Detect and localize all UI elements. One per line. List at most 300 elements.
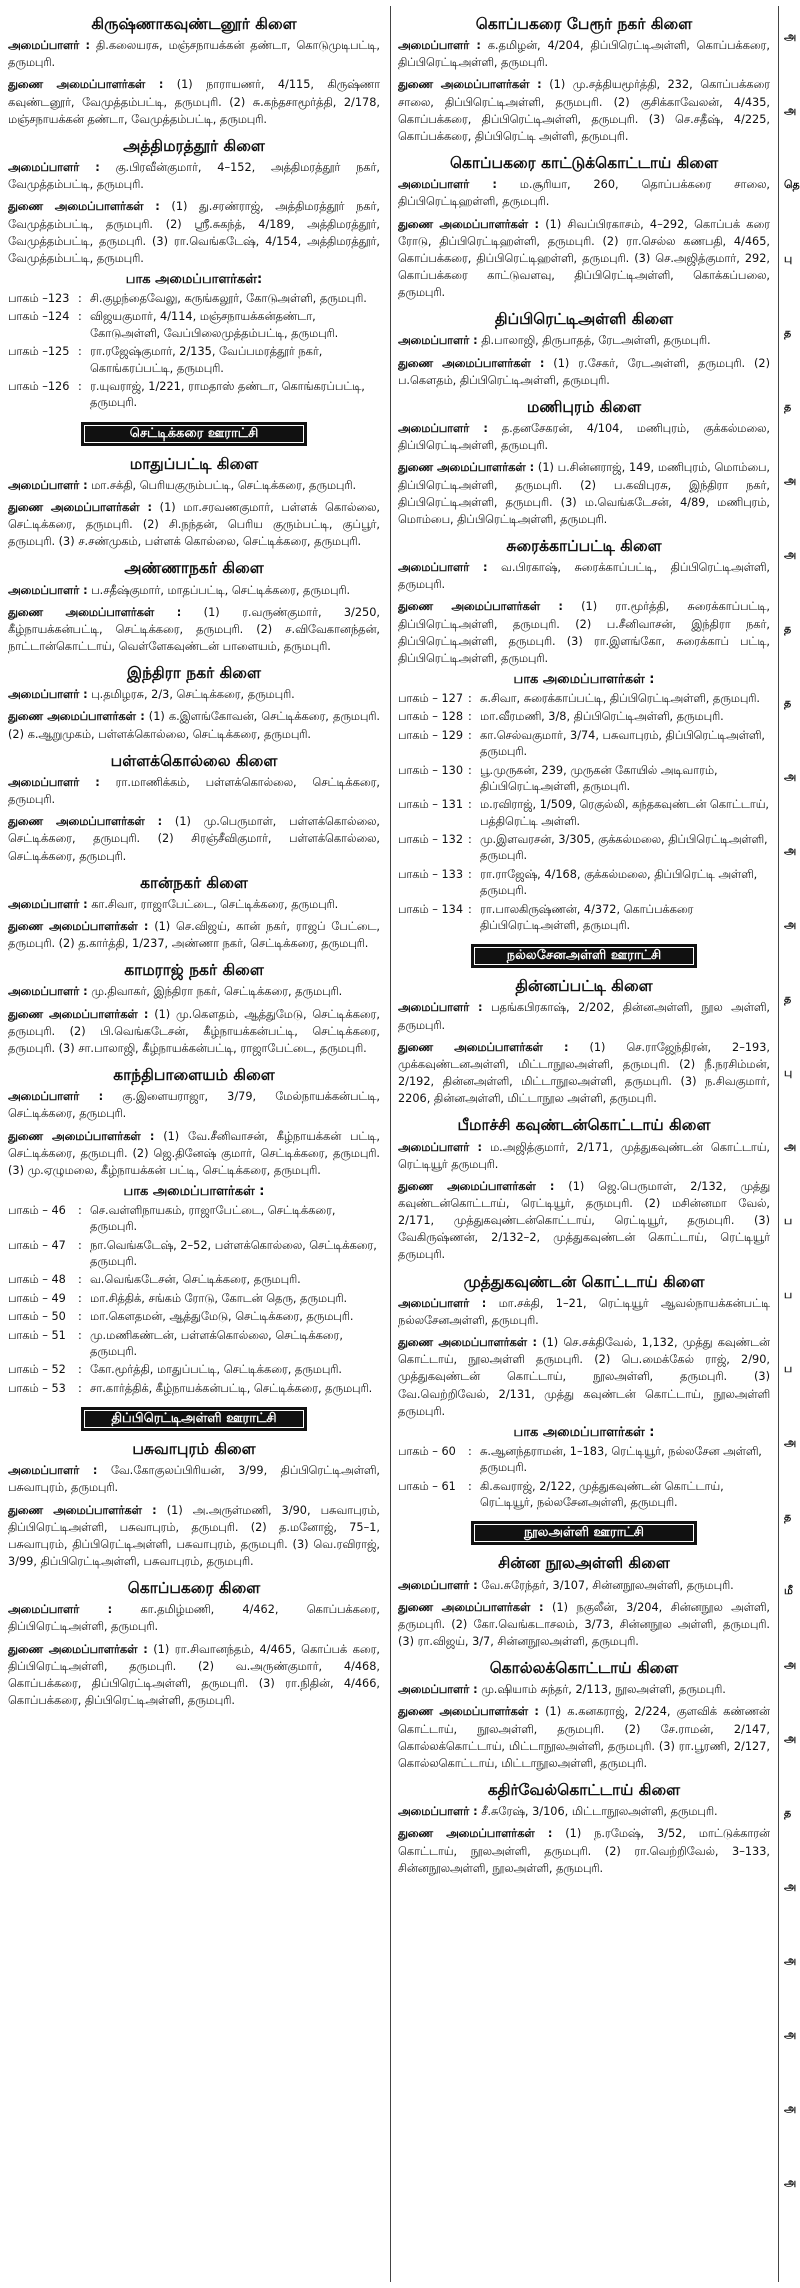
column-divider-right <box>778 6 779 2282</box>
booth-separator: : <box>78 379 82 393</box>
organizer-details: பு.தமிழரசு, 2/3, செட்டிக்கரை, தருமபுரி. <box>91 688 295 702</box>
booth-number: பாகம் – 47 <box>8 1238 66 1252</box>
edge-letter: த <box>784 992 792 1005</box>
branch-title: அண்ணாநகர் கிளை <box>124 559 264 578</box>
organizer-details: பதங்கபிரகாஷ், 2/202, தின்னஅள்ளி, நூல அள்ளி, தருமபுரி. <box>398 1001 770 1032</box>
branch-title: கொப்பகரை காட்டுக்கொட்டாய் கிளை <box>449 154 719 173</box>
deputy-organizers-entry <box>398 1599 770 1650</box>
deputy-label: துணை அமைப்பாளர்கள் : <box>8 815 163 829</box>
organizer-label: அமைப்பாளர் : <box>8 161 100 175</box>
booth-heading: பாக அமைப்பாளர்கள் : <box>123 1183 265 1199</box>
branch-title: கான்நகர் கிளை <box>140 873 248 892</box>
deputy-organizers-entry <box>8 76 380 127</box>
edge-letter: ப <box>784 1288 793 1301</box>
organizer-entry <box>398 1295 770 1329</box>
booth-number: பாகம் – 53 <box>8 1381 66 1395</box>
organizer-label: அமைப்பாளர் : <box>8 39 90 53</box>
panchayat-banner: நூலஅள்ளி ஊராட்சி <box>471 1521 697 1545</box>
deputy-details: (1) செ.விஜய், கான் நகர், ராஜப் பேட்டை, தருமபுரி. (2) த.கார்த்தி, 1/237, அண்ணா நகர், செட்டிக்கரை, தருமபுரி. <box>8 919 380 951</box>
booth-number: பாகம் – 50 <box>8 1310 66 1324</box>
branch-title: காந்திபாளையம் கிளை <box>113 1066 275 1085</box>
organizer-details: க.தமிழன், 4/204, திப்பிரெட்டிஅள்ளி, கொப்பக்கரை, திப்பிரெட்டிஅள்ளி, தருமபுரி. <box>398 39 770 70</box>
deputy-details: (1) அ.அருள்மணி, 3/90, பசுவாபுரம், திப்பிரெட்டிஅள்ளி, பசுவாபுரம், தருமபுரி. (2) த.மனோஜ், 75–1, பசுவாபுரம், திப்பிரெட்டிஅள்ளி, பசுவாபுரம், தருமபுரி. (3) வெ.ரவிராஜ், 3/99, திப்பிரெட்டிஅள்ளி, பசுவாபுரம், தருமபுரி. <box>8 1503 380 1569</box>
booth-row <box>398 1444 770 1479</box>
booth-organizer: விஜயகுமார், 4/114, மஞ்சநாயக்கன்தண்டா, கோடுஅள்ளி, வேப்பிலைமுத்தம்பட்டி, தருமபுரி. <box>90 310 339 340</box>
booth-organizers-section <box>8 272 380 414</box>
deputy-organizers-entry <box>8 1502 380 1571</box>
branch-title: சுரைக்காப்பட்டி கிளை <box>506 537 662 555</box>
branch-title: திப்பிரெட்டிஅள்ளி கிளை <box>494 310 674 329</box>
branch-title: அத்திமரத்தூர் கிளை <box>123 136 265 155</box>
branch-section <box>398 536 770 667</box>
organizer-label: அமைப்பாளர் : <box>398 561 488 575</box>
organizer-label: அமைப்பாளர் : <box>398 1683 478 1697</box>
edge-letter: அ <box>784 770 797 783</box>
organizer-details: மா.சக்தி, 1–21, ரெட்டியூர் ஆவல்நாயக்கன்பட்டி நல்லசேனஅள்ளி, தருமபுரி. <box>398 1296 770 1327</box>
organizer-details: மா.சக்தி, பெரியகுரும்பட்டி, செட்டிக்கரை, தருமபுரி. <box>91 478 357 492</box>
booth-row <box>398 832 770 867</box>
organizer-entry <box>398 1139 770 1173</box>
deputy-organizers-entry <box>398 76 770 145</box>
deputy-organizers-entry <box>8 604 380 655</box>
booth-number: பாகம் – 131 <box>398 798 464 812</box>
deputy-organizers-entry <box>8 499 380 550</box>
edge-letter: அ <box>784 2176 797 2189</box>
booth-organizer: வ.வெங்கடேசன், செட்டிக்கரை, தருமபுரி. <box>90 1273 301 1287</box>
deputy-details: (1) நாராயணர், 4/115, கிருஷ்ணா கவுண்டனூர், வேமுத்தம்பட்டி, தருமபுரி. (2) சு.கந்தசாமூர்த்தி, 2/178, மஞ்சநாயக்கன் தண்டா, வேமுத்தம்பட்டி, தருமபுரி. <box>8 78 380 126</box>
organizer-details: தி.பாலாஜி, திருபாதத், ரேடஅள்ளி, தருமபுரி. <box>481 334 711 348</box>
booth-row <box>8 1328 380 1363</box>
booth-heading: பாக அமைப்பாளர்கள் : <box>513 1424 655 1440</box>
branch-section <box>8 558 380 655</box>
deputy-label: துணை அமைப்பாளர்கள் : <box>8 1642 148 1656</box>
booth-separator: : <box>78 1238 82 1252</box>
branch-section <box>398 1272 770 1420</box>
booth-row <box>8 309 380 344</box>
organizer-details: வ.பிரகாஷ், சுரைக்காப்பட்டி, திப்பிரெட்டிஅள்ளி, தருமபுரி. <box>398 561 770 592</box>
organizer-details: கு.இளையராஜா, 3/79, மேல்நாயக்கன்பட்டி, செட்டிக்கரை, தருமபுரி. <box>8 1090 380 1121</box>
right-column <box>398 6 770 2282</box>
organizer-label: அமைப்பாளர் : <box>398 1140 483 1154</box>
deputy-details: (1) ர.வருண்குமார், 3/250, கீழ்நாயக்கன்பட்டி, செட்டிக்கரை, தருமபுரி. (2) ச.விவேகானந்தன், நாட்டான்கொட்டாய், வெள்ளேகவுண்டன் பாளையம், தருமபுரி. <box>8 605 380 653</box>
booth-separator: : <box>78 345 82 359</box>
booth-organizer: கோ.மூர்த்தி, மாதுப்பட்டி, செட்டிக்கரை, தருமபுரி. <box>90 1363 342 1377</box>
branch-title: கொல்லக்கொட்டாய் கிளை <box>489 1659 679 1678</box>
booth-number: பாகம் – 52 <box>8 1363 66 1377</box>
deputy-organizers-entry <box>398 355 770 389</box>
panchayat-banner: நல்லசேனஅள்ளி ஊராட்சி <box>471 944 697 968</box>
branch-section <box>398 1658 770 1772</box>
organizer-label: அமைப்பாளர் : <box>398 1296 487 1310</box>
deputy-details: (1) க.கனகராஜ், 2/224, குளவிக் கண்ணன் கொட்டாய், நூலஅள்ளி, தருமபுரி. (2) சே.ராமன், 2/147, கொல்லக்கொட்டாய், மிட்டாநூலஅள்ளி, தருமபுரி. (3) ரா.பூரணி, 2/127, கொல்லகொட்டாய், மிட்டாநூலஅள்ளி, தருமபுரி. <box>398 1705 770 1770</box>
organizer-label: அமைப்பாளர் : <box>398 1578 478 1592</box>
deputy-label: துணை அமைப்பாளர்கள் : <box>8 919 149 933</box>
branch-title: சின்ன நூலஅள்ளி கிளை <box>498 1554 670 1573</box>
deputy-details: (1) செ.ராஜேந்திரன், 2–193, முக்கவுண்டனஅள்ளி, மிட்டாநூலஅள்ளி, தருமபுரி. (2) நீ.நரசிம்மன், 2/192, தின்னஅள்ளி, மிட்டாநூலஅள்ளி, தருமபுரி. (3) ந.சிவகுமார், 2206, தின்னஅள்ளி, மிட்டாநூல அள்ளி, தருமபுரி. <box>398 1040 770 1106</box>
deputy-organizers-entry <box>8 198 380 267</box>
organizer-label: அமைப்பாளர் : <box>8 1464 98 1478</box>
booth-organizer: சா.கார்த்திக், கீழ்நாயக்கன்பட்டி, செட்டிக்கரை, தருமபுரி. <box>90 1381 373 1395</box>
booth-number: பாகம் – 61 <box>398 1479 456 1493</box>
booth-organizers-section <box>398 1425 770 1514</box>
branch-section <box>8 136 380 267</box>
deputy-label: துணை அமைப்பாளர்கள் : <box>398 217 540 231</box>
deputy-organizers-entry <box>8 918 380 952</box>
organizer-entry <box>398 559 770 593</box>
booth-organizer: மு.மணிகண்டன், பள்ளக்கொல்லை, செட்டிக்கரை, தருமபுரி. <box>90 1328 343 1358</box>
deputy-details: (1) சிவப்பிரகாசம், 4–292, கொப்பக் கரை ரோடு, திப்பிரெட்டிஹள்ளி, தருமபுரி. (2) ரா.செல்ல கணபதி, 4/465, கொப்பக்கரை, திப்பிரெட்டிஹள்ளி, தருமபுரி. (3) செ.அஜித்குமார், 292, கொப்பக்கரை காட்டுவளவு, திப்பிரெட்டிஅள்ளி, கொக்கப்பலை, தருமபுரி. <box>398 217 770 300</box>
organizer-entry <box>8 582 380 599</box>
deputy-details: (1) க.இளங்கோவன், செட்டிக்கரை, தருமபுரி. (2) க.ஆறுமுகம், பள்ளக்கொல்லை, செட்டிக்கரை, தருமபுரி. <box>8 710 380 741</box>
booth-organizer: சு.சிவா, சுரைக்காப்பட்டி, திப்பிரெட்டிஅள்ளி, தருமபுரி. <box>480 692 760 706</box>
deputy-organizers-entry <box>398 1703 770 1772</box>
branch-section <box>398 14 770 145</box>
deputy-details: (1) ந.ரமேஷ், 3/52, மாட்டுக்காரன் கொட்டாய், நூலஅள்ளி, தருமபுரி. (2) ரா.வெற்றிவேல், 3–133, சின்னநூலஅள்ளி, நூலஅள்ளி, தருமபுரி. <box>398 1827 770 1875</box>
organizer-entry <box>8 159 380 193</box>
organizer-entry <box>398 1681 770 1698</box>
edge-letter: அ <box>784 30 797 43</box>
booth-number: பாகம் – 129 <box>398 728 464 742</box>
panchayat-banner: செட்டிக்கரை ஊராட்சி <box>81 422 307 446</box>
deputy-organizers-entry <box>8 708 380 742</box>
branch-section <box>8 1065 380 1179</box>
branch-title: இந்திரா நகர் கிளை <box>127 664 261 683</box>
booth-separator: : <box>468 1444 472 1458</box>
booth-organizer: ரா.ரஜேஷ்குமார், 2/135, வேப்பமரத்தூர் நகர், கொங்கரப்பட்டி, தருமபுரி. <box>90 345 323 375</box>
booth-organizer: ரா.பாலகிருஷ்ணன், 4/372, கொப்பக்கரை திப்பிரெட்டிஅள்ளி, தருமபுரி. <box>480 902 694 932</box>
organizer-label: அமைப்பாளர் : <box>398 178 497 192</box>
organizer-details: ப.சதீஷ்குமார், மாதப்பட்டி, செட்டிக்கரை, தருமபுரி. <box>91 583 351 597</box>
deputy-organizers-entry <box>398 459 770 528</box>
booth-separator: : <box>468 728 472 742</box>
panchayat-banner: திப்பிரெட்டிஅள்ளி ஊராட்சி <box>81 1407 307 1431</box>
organizer-entry <box>8 1088 380 1122</box>
deputy-organizers-entry <box>8 1641 380 1710</box>
deputy-details: (1) செ.சக்திவேல், 1,132, முத்து கவுண்டன் கொட்டாய், நூலஅள்ளி தருமபுரி. (2) பெ.மைக்கேல் ராஜ், 2/90, முத்துகவுண்டன் கொட்டாய், நூலஅள்ளி, தருமபுரி. (3) வே.வெற்றிவேல், 2/131, முத்து கவுண்டன் கொட்டாய், நூலஅள்ளி தருமபுரி. <box>398 1336 770 1418</box>
deputy-label: துணை அமைப்பாளர்கள் : <box>398 78 542 92</box>
deputy-label: துணை அமைப்பாளர்கள் : <box>398 1705 539 1719</box>
edge-letter: அ <box>784 548 797 561</box>
deputy-details: (1) ரா.சிவானந்தம், 4/465, கொப்பக் கரை, திப்பிரெட்டிஅள்ளி, தருமபுரி. (2) வ.அருண்குமார், 4/468, கொப்பக்கரை, திப்பிரெட்டிஅள்ளி, தருமபுரி. (3) ரா.நிதின், 4/466, கொப்பக்கரை, திப்பிரெட்டிஅள்ளி, தருமபுரி. <box>8 1642 380 1708</box>
booth-number: பாகம் – 130 <box>398 763 464 777</box>
booth-organizer: மா.கௌதமன், ஆத்துமேடு, செட்டிக்கரை, தருமபுரி. <box>90 1310 354 1324</box>
booth-separator: : <box>78 1203 82 1217</box>
deputy-label: துணை அமைப்பாளர்கள் : <box>398 1336 537 1350</box>
organizer-entry <box>8 477 380 494</box>
organizer-entry <box>8 774 380 808</box>
booth-number: பாகம் – 51 <box>8 1328 66 1342</box>
booth-number: பாகம் – 46 <box>8 1203 66 1217</box>
booth-organizer: சி.குழந்தைவேலு, கருங்கலூர், கோடுஅள்ளி, தருமபுரி. <box>90 292 367 305</box>
organizer-label: அமைப்பாளர் : <box>8 775 100 789</box>
branch-title: காமராஜ் நகர் கிளை <box>124 961 264 980</box>
booth-separator: : <box>468 1479 472 1493</box>
booth-number: பாகம் – 132 <box>398 833 464 847</box>
booth-row <box>398 763 770 798</box>
branch-section <box>8 751 380 865</box>
organizer-label: அமைப்பாளர் : <box>398 39 481 53</box>
edge-letter: அ <box>784 844 797 857</box>
edge-letter: த <box>784 400 792 413</box>
booth-separator: : <box>78 292 82 305</box>
deputy-organizers-entry <box>398 1334 770 1420</box>
edge-letter: அ <box>784 474 797 487</box>
deputy-label: துணை அமைப்பாளர்கள் : <box>398 356 545 370</box>
organizer-label: அமைப்பாளர் : <box>8 1090 104 1104</box>
organizer-details: வே.சுரேந்தர், 3/107, சின்னநூலஅள்ளி, தருமபுரி. <box>481 1578 734 1592</box>
organizer-label: அமைப்பாளர் : <box>8 985 88 999</box>
organizer-entry <box>398 1803 770 1820</box>
branch-title: கிருஷ்ணாகவுண்டனூர் கிளை <box>91 15 297 33</box>
deputy-organizers-entry <box>8 1006 380 1057</box>
branch-title: தின்னப்பட்டி கிளை <box>515 977 653 996</box>
deputy-details: (1) து.சரண்ராஜ், அத்திமரத்தூர் நகர், வேமுத்தம்பட்டி, தருமபுரி. (2) ஸ்ரீ.சுகந்த், 4/189, அத்திமரத்தூர், வேமுத்தம்பட்டி, தருமபுரி. (3) ரா.வெங்கடேஷ், 4/154, அத்திமரத்தூர், வேமுத்தம்பட்டி, தருமபுரி. <box>8 200 380 265</box>
organizer-label: அமைப்பாளர் : <box>8 897 88 911</box>
edge-letter: த <box>784 696 792 709</box>
edge-letter: அ <box>784 1954 797 1967</box>
edge-letter: அ <box>784 2102 797 2115</box>
deputy-label: துணை அமைப்பாளர்கள் : <box>8 605 182 619</box>
left-column <box>8 6 380 2282</box>
organizer-details: ம.அஜித்குமார், 2/171, முத்துகவுண்டன் கொட்டாய், ரெட்டியூர் தருமபுரி. <box>398 1140 770 1171</box>
booth-row <box>8 1203 380 1238</box>
edge-letter: தெ <box>784 178 800 191</box>
organizer-entry <box>398 332 770 349</box>
booth-heading: பாக அமைப்பாளர்கள்: <box>125 272 263 287</box>
organizer-details: மு.ஷியாம் சுந்தர், 2/113, நூலஅள்ளி, தருமபுரி. <box>481 1683 726 1697</box>
booth-organizer: ரா.ராஜேஷ், 4/168, குக்கல்மலை, திப்பிரெட்டி அள்ளி, தருமபுரி. <box>480 867 758 898</box>
branch-section <box>398 1553 770 1650</box>
booth-row <box>8 291 380 309</box>
deputy-label: துணை அமைப்பாளர்கள் : <box>8 200 160 214</box>
booth-organizer: பூ.முருகன், 239, முருகன் கோயில் அடிவாரம், திப்பிரெட்டிஅள்ளி, தருமபுரி. <box>480 763 718 793</box>
branch-title: பீமாச்சி கவுண்டன்கொட்டாய் கிளை <box>457 1116 711 1135</box>
deputy-details: (1) ப.சின்னராஜ், 149, மணிபுரம், மொம்பை, திப்பிரெட்டிஅள்ளி, தருமபுரி. (2) ப.கவிபுரசு, இந்திரா நகர், திப்பிரெட்டிஅள்ளி, தருமபுரி. (3) ம.வெங்கடேசன், 4/89, மணிபுரம், மொம்பை, திப்பிரெட்டிஅள்ளி, தருமபுரி. <box>398 461 770 526</box>
edge-letter: த <box>784 622 792 635</box>
organizer-entry <box>8 983 380 1000</box>
organizer-entry <box>398 176 770 210</box>
booth-organizer: செ.வள்ளிநாயகம், ராஜாபேட்டை, செட்டிக்கரை, தருமபுரி. <box>90 1203 336 1234</box>
organizer-details: ரா.மாணிக்கம், பள்ளக்கொல்லை, செட்டிக்கரை, தருமபுரி. <box>8 775 380 807</box>
booth-row <box>8 1362 380 1380</box>
edge-letter: த <box>784 1806 792 1819</box>
booth-row <box>8 1272 380 1290</box>
edge-letter: த <box>784 1510 792 1523</box>
edge-letter: அ <box>784 1140 797 1153</box>
deputy-details: (1) மு.கௌதம், ஆத்துமேடு, செட்டிக்கரை, தருமபுரி. (2) பி.வெங்கடேசன், கீழ்நாயக்கன்பட்டி, செட்டிக்கரை, தருமபுரி. (3) சா.பாலாஜி, கீழ்நாயக்கன்பட்டி, ராஜாபேட்டை, தருமபுரி. <box>8 1007 380 1055</box>
booth-organizer: நா.வெங்கடேஷ், 2–52, பள்ளக்கொல்லை, செட்டிக்கரை, தருமபுரி. <box>90 1238 377 1269</box>
deputy-label: துணை அமைப்பாளர்கள் : <box>398 600 563 614</box>
booth-organizers-section <box>398 672 770 936</box>
booth-table <box>8 291 380 414</box>
organizer-entry <box>8 37 380 71</box>
booth-organizer: மா.சித்திக், சங்கம் ரோடு, கோடன் தெரு, தருமபுரி. <box>90 1291 348 1305</box>
edge-letter: பு <box>784 1066 793 1079</box>
deputy-label: துணை அமைப்பாளர்கள் : <box>8 78 164 92</box>
booth-number: பாகம் – 134 <box>398 902 464 916</box>
organizer-details: ம.சூரியா, 260, தொப்பக்கரை சாலை, திப்பிரெட்டிஹள்ளி, தருமபுரி. <box>398 178 770 209</box>
organizer-details: சீ.சுரேஷ், 3/106, மிட்டாநூலஅள்ளி, தருமபுரி. <box>481 1805 718 1819</box>
organizer-label: அமைப்பாளர் : <box>398 334 478 348</box>
deputy-label: துணை அமைப்பாளர்கள் : <box>398 1179 555 1193</box>
organizer-label: அமைப்பாளர் : <box>398 422 488 436</box>
edge-letter: அ <box>784 104 797 117</box>
edge-letter: ப <box>784 1214 793 1227</box>
branch-title: பள்ளக்கொல்லை கிளை <box>110 751 278 770</box>
booth-separator: : <box>78 1363 82 1377</box>
organizer-label: அமைப்பாளர் : <box>398 1001 483 1015</box>
deputy-label: துணை அமைப்பாளர்கள் : <box>8 710 145 724</box>
booth-row <box>398 691 770 709</box>
booth-row <box>398 728 770 763</box>
column-divider <box>390 6 391 2282</box>
edge-letter: அ <box>784 1658 797 1671</box>
booth-row <box>398 902 770 937</box>
organizer-entry <box>398 999 770 1033</box>
organizer-label: அமைப்பாளர் : <box>8 478 88 492</box>
branch-title: கொப்பகரை கிளை <box>127 1579 261 1598</box>
deputy-details: (1) மா.சரவணகுமார், பள்ளக் கொல்லை, செட்டிக்கரை, தருமபுரி. (2) சி.நந்தன், பெரிய குரும்பட்டி, குப்பூர், தருமபுரி. (3) ச.சண்முகம், பள்ளக் கொல்லை, செட்டிக்கரை, தருமபுரி. <box>8 500 380 549</box>
organizer-details: மு.திவாகர், இந்திரா நகர், செட்டிக்கரை, தருமபுரி. <box>91 985 343 999</box>
organizer-entry <box>8 686 380 703</box>
branch-section <box>8 1578 380 1709</box>
booth-separator: : <box>468 763 472 777</box>
branch-section <box>8 454 380 551</box>
organizer-details: கா.சிவா, ராஜாபேட்டை, செட்டிக்கரை, தருமபுரி. <box>91 897 339 911</box>
edge-letter: அ <box>784 2028 797 2041</box>
organizer-entry <box>8 1462 380 1496</box>
edge-letter: அ <box>784 918 797 931</box>
organizer-entry <box>398 37 770 71</box>
deputy-details: (1) மு.பெருமாள், பள்ளக்கொல்லை, செட்டிக்கரை, தருமபுரி. (2) சிரஞ்சீவிகுமார், பள்ளக்கொல்லை, செட்டிக்கரை, தருமபுரி. <box>8 815 380 863</box>
deputy-details: (1) ரா.மூர்த்தி, சுரைக்காப்பட்டி, திப்பிரெட்டிஅள்ளி, தருமபுரி. (2) ப.சீனிவாசன், இந்திரா நகர், திப்பிரெட்டிஅள்ளி, தருமபுரி. (3) ரா.இளங்கோ, சுரைக்காப் பட்டி, திப்பிரெட்டிஅள்ளி, தருமபுரி. <box>398 600 770 665</box>
booth-row <box>8 1309 380 1327</box>
branch-section <box>8 14 380 128</box>
booth-separator: : <box>468 798 472 812</box>
deputy-organizers-entry <box>398 216 770 302</box>
organizer-label: அமைப்பாளர் : <box>8 688 88 702</box>
booth-organizer: ர.யுவராஜ், 1/221, ராமதாஸ் தண்டா, கொங்கரப்பட்டி, தருமபுரி. <box>90 379 365 410</box>
branch-section <box>8 1439 380 1570</box>
booth-table <box>8 1203 380 1399</box>
deputy-details: (1) ஜெ.பெருமாள், 2/132, முத்து கவுண்டன்கொட்டாய், ரெட்டியூர், தருமபுரி. (2) மசின்னமா வேல், 2/171, முத்துகவுண்டன்கொட்டாய், ரெட்டியூர், தருமபுரி. (3) வேகிருஷ்ணன், 2/132–2, முத்துகவுண்டன் கொட்டாய், ரெட்டியூர் தருமபுரி. <box>398 1179 770 1262</box>
deputy-details: (1) வே.சீனிவாசன், கீழ்நாயக்கன் பட்டி, செட்டிக்கரை, தருமபுரி. (2) ஜெ.தினேஷ் குமார், செட்டிக்கரை, தருமபுரி. (3) மு.ஏழுமலை, கீழ்நாயக்கன் பட்டி, செட்டிக்கரை, தருமபுரி. <box>8 1129 380 1177</box>
booth-separator: : <box>468 902 472 916</box>
booth-organizer: ம.ரவிராஜ், 1/509, ரெகுல்லி, கந்தகவுண்டன் கொட்டாய், பத்திரெட்டி அள்ளி. <box>480 798 769 828</box>
booth-organizer: மு.இளவரசன், 3/305, குக்கல்மலை, திப்பிரெட்டிஅள்ளி, தருமபுரி. <box>480 833 768 863</box>
deputy-details: (1) மு.சத்தியமூர்த்தி, 232, கொப்பக்கரை சாலை, திப்பிரெட்டிஅள்ளி, தருமபுரி. (2) குசிக்காவேலன், 4/435, கொப்பக்கரை, திப்பிரெட்டிஅள்ளி, தருமபுரி. (3) செ.சதீஷ், 4/225, கொப்பக்கரை, திப்பிரெட்டி அள்ளி, தருமபுரி. <box>398 78 770 143</box>
organizer-entry <box>398 420 770 454</box>
organizer-details: கு.பிரவீன்குமார், 4–152, அத்திமரத்தூர் நகர், வேமுத்தம்பட்டி, தருமபுரி. <box>8 161 380 192</box>
booth-row <box>8 1381 380 1399</box>
booth-separator: : <box>468 867 472 881</box>
booth-row <box>8 379 380 414</box>
booth-organizer: மா.வீரமணி, 3/8, திப்பிரெட்டிஅள்ளி, தருமபுரி. <box>480 710 724 724</box>
booth-separator: : <box>468 710 472 724</box>
branch-section <box>8 663 380 743</box>
organizer-entry <box>398 1577 770 1594</box>
booth-table <box>398 1444 770 1514</box>
booth-row <box>398 709 770 727</box>
booth-row <box>398 797 770 832</box>
edge-letter: அ <box>784 1732 797 1745</box>
deputy-label: துணை அமைப்பாளர்கள் : <box>398 1040 569 1054</box>
booth-separator: : <box>78 1310 82 1324</box>
booth-row <box>398 867 770 902</box>
organizer-details: கா.தமிழ்மணி, 4/462, கொப்பக்கரை, திப்பிரெட்டிஅள்ளி, தருமபுரி. <box>8 1603 380 1634</box>
booth-table <box>398 691 770 936</box>
branch-title: மணிபுரம் கிளை <box>526 397 642 416</box>
booth-separator: : <box>468 692 472 706</box>
branch-section <box>398 309 770 389</box>
deputy-label: துணை அமைப்பாளர்கள் : <box>398 1827 553 1841</box>
branch-section <box>398 153 770 301</box>
booth-number: பாகம் – 48 <box>8 1273 66 1287</box>
deputy-label: துணை அமைப்பாளர்கள் : <box>8 500 152 514</box>
booth-number: பாகம் – 60 <box>398 1444 456 1458</box>
organizer-label: அமைப்பாளர் : <box>8 1603 113 1617</box>
booth-organizer: கி.கவராஜ், 2/122, முத்துகவுண்டன் கொட்டாய், ரெட்டியூர், நல்லசேனஅள்ளி, தருமபுரி. <box>480 1479 724 1509</box>
deputy-label: துணை அமைப்பாளர்கள் : <box>8 1129 155 1143</box>
booth-row <box>8 1238 380 1273</box>
deputy-organizers-entry <box>8 1128 380 1179</box>
booth-separator: : <box>78 1328 82 1342</box>
branch-title: கதிர்வேல்கொட்டாய் கிளை <box>487 1781 681 1800</box>
branch-title: பசுவாபுரம் கிளை <box>132 1440 256 1459</box>
booth-organizer: சு.ஆனந்தராமன், 1–183, ரெட்டியூர், நல்லசேன அள்ளி, தருமபுரி. <box>480 1444 762 1475</box>
booth-separator: : <box>78 1291 82 1305</box>
booth-number: பாகம் –123 <box>8 292 70 305</box>
branch-section <box>8 873 380 953</box>
deputy-label: துணை அமைப்பாளர்கள் : <box>398 461 535 475</box>
branch-section <box>398 1780 770 1877</box>
booth-organizer: கா.செல்வகுமார், 3/74, பசுவாபுரம், திப்பிரெட்டிஅள்ளி, தருமபுரி. <box>480 728 765 759</box>
edge-letter: த <box>784 326 792 339</box>
booth-separator: : <box>78 310 82 324</box>
deputy-organizers-entry <box>398 1178 770 1264</box>
deputy-details: (1) நகுலீன், 3/204, சின்னநூல அள்ளி, தருமபுரி. (2) கோ.வெங்கடாசலம், 3/73, சின்னநூல அள்ளி, தருமபுரி. (3) ரா.விஜய், 3/7, சின்னநூலஅள்ளி, தருமபுரி. <box>398 1600 770 1648</box>
booth-number: பாகம் – 127 <box>398 692 464 706</box>
booth-number: பாகம் –126 <box>8 379 70 393</box>
deputy-organizers-entry <box>398 1825 770 1876</box>
edge-letter: மீ <box>784 1584 793 1597</box>
organizer-entry <box>8 896 380 913</box>
deputy-organizers-entry <box>398 1039 770 1108</box>
branch-title: மாதுப்பட்டி கிளை <box>129 454 259 473</box>
branch-section <box>398 976 770 1107</box>
booth-heading: பாக அமைப்பாளர்கள் : <box>513 672 655 688</box>
edge-letter: அ <box>784 1880 797 1893</box>
organizer-entry <box>8 1601 380 1635</box>
organizer-label: அமைப்பாளர் : <box>8 583 88 597</box>
booth-number: பாகம் –125 <box>8 345 70 359</box>
organizer-details: த.தனசேகரன், 4/104, மணிபுரம், குக்கல்மலை, திப்பிரெட்டிஅள்ளி, தருமபுரி. <box>398 422 770 453</box>
deputy-label: துணை அமைப்பாளர்கள் : <box>398 1600 544 1614</box>
deputy-details: (1) ர.சேகர், ரேடஅள்ளி, தருமபுரி. (2) ப.கெளதம், திப்பிரெட்டிஅள்ளி, தருமபுரி. <box>398 356 770 387</box>
booth-row <box>8 1291 380 1309</box>
edge-letter: ப <box>784 1362 793 1375</box>
deputy-label: துணை அமைப்பாளர்கள் : <box>8 1007 149 1021</box>
organizer-details: தி.கலையரசு, மஞ்சநாயக்கன் தண்டா, கொடுமுடிபட்டி, தருமபுரி. <box>8 39 380 70</box>
booth-row <box>8 344 380 379</box>
deputy-organizers-entry <box>8 813 380 864</box>
booth-number: பாகம் –124 <box>8 310 70 324</box>
branch-title: கொப்பகரை பேரூர் நகர் கிளை <box>475 15 693 33</box>
organizer-details: வே.கோகுலப்பிரியன், 3/99, திப்பிரெட்டிஅள்ளி, பசுவாபுரம், தருமபுரி. <box>8 1464 380 1495</box>
booth-number: பாகம் – 133 <box>398 867 464 881</box>
edge-letter: பு <box>784 252 793 265</box>
branch-section <box>398 1115 770 1263</box>
